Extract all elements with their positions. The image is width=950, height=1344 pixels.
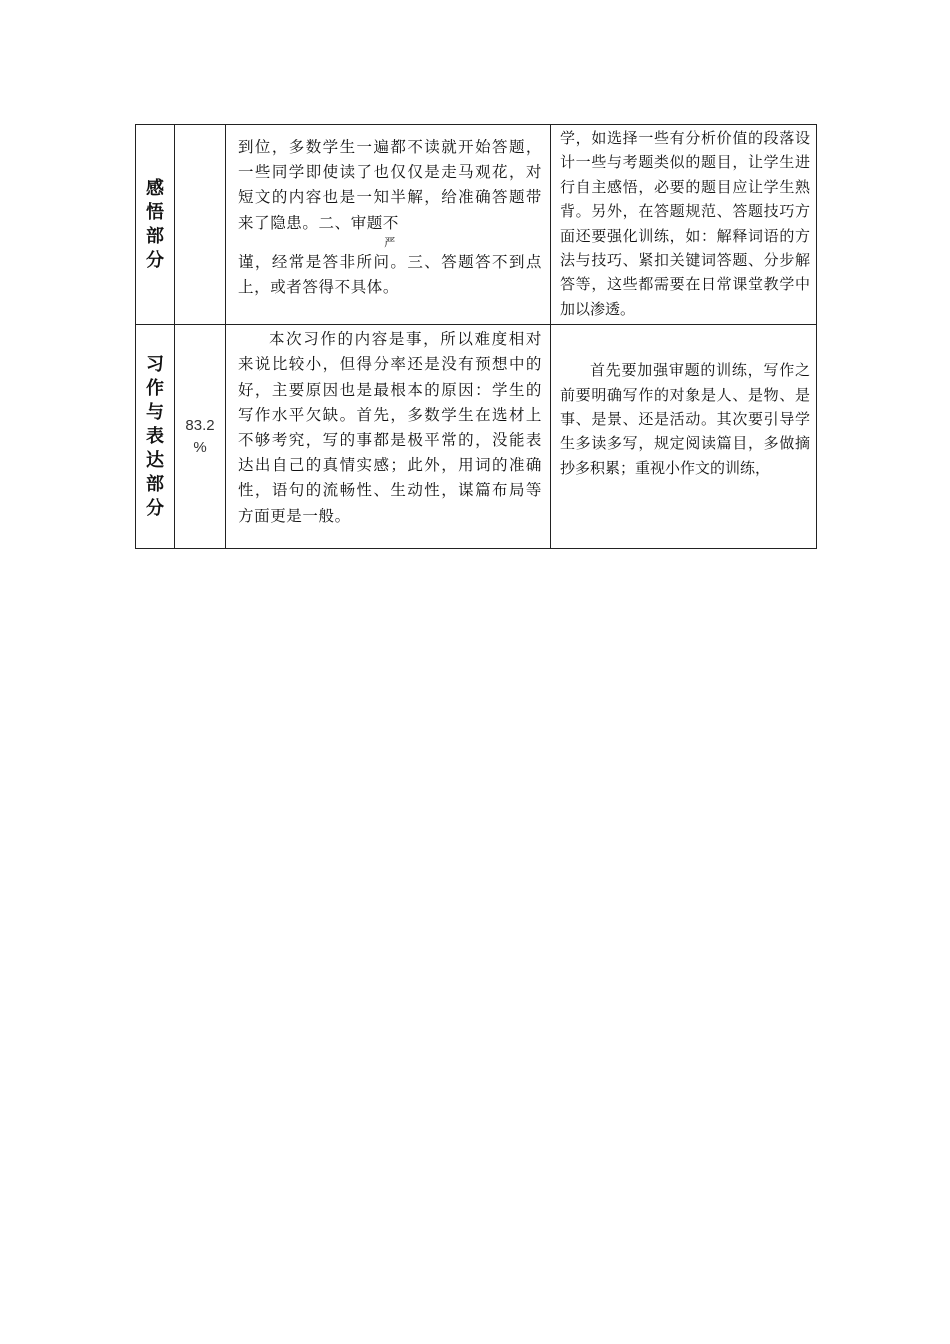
section-char: 与 xyxy=(146,401,164,423)
section-char: 部 xyxy=(146,225,164,247)
improvement-measures-cell xyxy=(551,125,817,325)
problem-analysis-cell xyxy=(226,325,551,549)
section-char: 习 xyxy=(146,353,164,375)
problem-analysis-text-part1: 到位，多数学生一遍都不读就开始答题，一些同学即使读了也仅仅是走马观花，对短文的内容也是一知半解，给准确答题带来了隐患。二、审题不 xyxy=(238,138,542,232)
section-char: 悟 xyxy=(146,201,164,223)
section-name-cell xyxy=(136,325,175,549)
improvement-measures-text: 首先要加强审题的训练，写作之前要明确写作的对象是人、是物、是事、是景、还是活动。其次要引导学生多读多写，规定阅读篇目，多做摘抄多积累；重视小作文的训练， xyxy=(560,363,810,477)
section-char: 表 xyxy=(146,425,164,447)
table-row-writing xyxy=(136,325,817,549)
problem-analysis-text-part2: 谨，经常是答非所问。三、答题答不到点上，或者答得不具体。 xyxy=(238,252,542,297)
table-row-perception xyxy=(136,125,817,325)
section-char: 作 xyxy=(146,377,164,399)
problem-analysis-text: 本次习作的内容是事，所以难度相对来说比较小，但得分率还是没有预想中的好，主要原因也是最根本的原因：学生的写作水平欠缺。首先，多数学生在选材上不够考究，写的事都是极平常的，没能表达出自己的真情实感；此外，用词的准确性，语句的流畅性、生动性，谋篇布局等方面更是一般。 xyxy=(238,330,542,525)
score-rate-cell xyxy=(175,325,226,549)
analysis-table xyxy=(135,124,817,549)
section-name-cell xyxy=(136,125,175,325)
section-char: 部 xyxy=(146,473,164,495)
score-rate-cell xyxy=(175,125,226,325)
problem-analysis-wrapped-char: 严 xyxy=(384,235,396,249)
score-rate-value: 83.2 xyxy=(185,416,215,434)
improvement-measures-cell xyxy=(551,325,817,549)
section-char: 达 xyxy=(146,449,164,471)
section-char: 感 xyxy=(146,177,164,199)
score-rate-percent: % xyxy=(193,438,207,456)
section-char: 分 xyxy=(146,249,164,271)
section-char: 分 xyxy=(146,497,164,519)
improvement-measures-text: 学，如选择一些有分析价值的段落设计一些与考题类似的题目，让学生进行自主感悟，必要的题目应让学生熟背。另外，在答题规范、答题技巧方面还要强化训练，如：解释词语的方法与技巧、紧扣关键词答题、分步解答等，这些都需要在日常课堂教学中加以渗透。 xyxy=(560,131,810,318)
problem-analysis-cell xyxy=(226,125,551,325)
